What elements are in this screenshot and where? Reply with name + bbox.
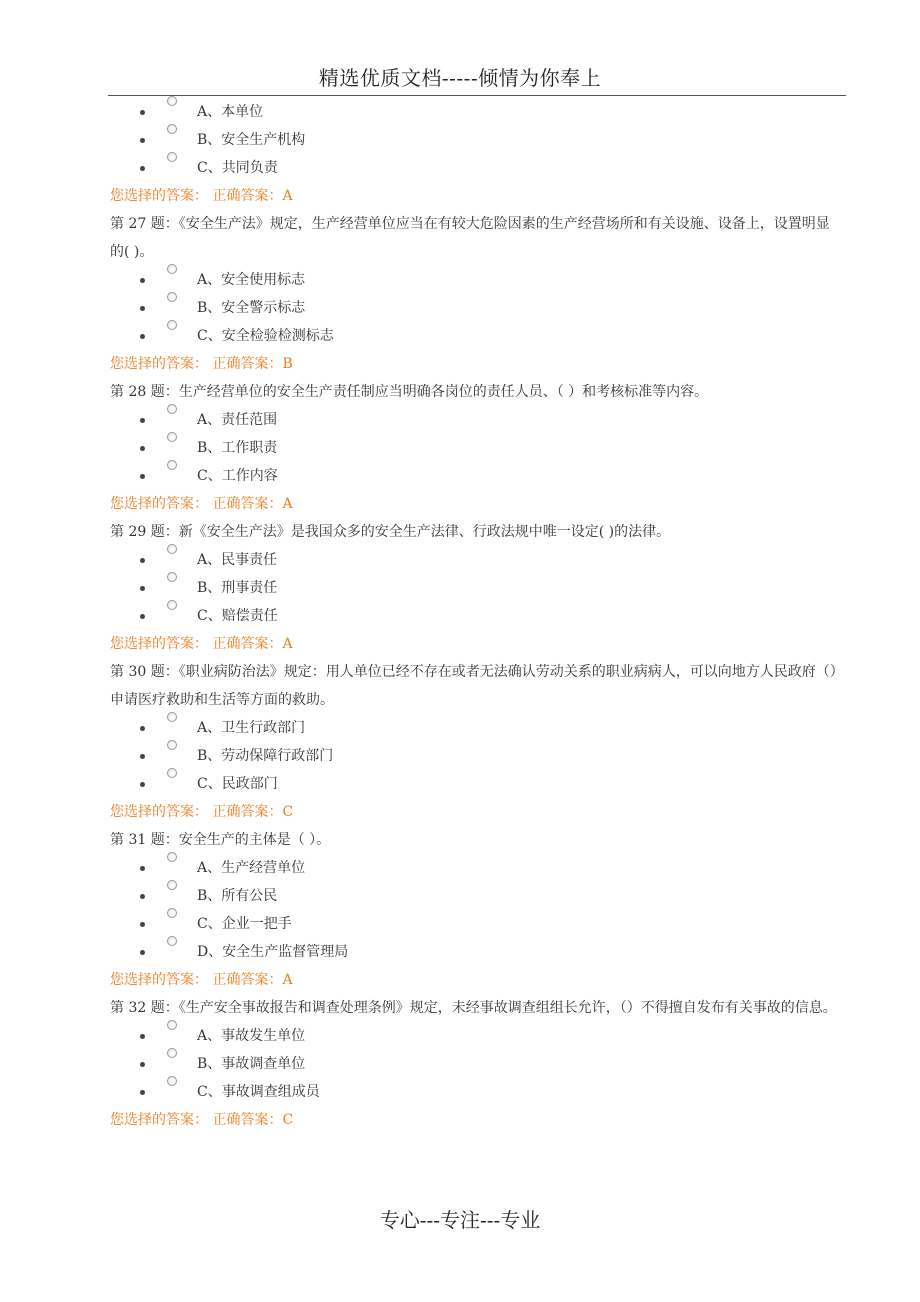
option-list [110,1022,840,1106]
option-item[interactable] [110,126,840,154]
option-item[interactable] [110,770,840,798]
answer-line [110,1106,840,1134]
radio-button[interactable] [167,572,177,582]
radio-button[interactable] [167,124,177,134]
bullet-icon [140,138,145,143]
correct-answer: 正确答案：A [212,188,293,204]
radio-button[interactable] [167,908,177,918]
option-label: A、责任范围 [197,412,278,428]
bullet-icon [140,1062,145,1067]
radio-button[interactable] [167,880,177,890]
option-list [110,546,840,630]
bullet-icon [140,166,145,171]
correct-answer: 正确答案：C [212,804,294,820]
question-text: 第 28 题：生产经营单位的安全生产责任制应当明确各岗位的责任人员、（ ）和考核标准等内容。 [110,384,709,400]
option-label: C、民政部门 [197,776,278,792]
bullet-icon [140,334,145,339]
radio-button[interactable] [167,292,177,302]
selected-answer-label: 您选择的答案： [110,188,208,204]
bullet-icon [140,278,145,283]
option-item[interactable] [110,322,840,350]
page-footer: 专心---专注---专业 [379,1208,541,1232]
bullet-icon [140,474,145,479]
radio-button[interactable] [167,460,177,470]
radio-button[interactable] [167,1020,177,1030]
question-text: 第 31 题：安全生产的主体是（ ）。 [110,832,331,848]
option-item[interactable] [110,406,840,434]
option-list [110,406,840,490]
answer-line [110,182,840,210]
correct-answer: 正确答案：B [212,356,293,372]
bullet-icon [140,558,145,563]
option-list [110,266,840,350]
answer-line [110,350,840,378]
option-item[interactable] [110,742,840,770]
option-item[interactable] [110,294,840,322]
option-label: C、赔偿责任 [197,608,278,624]
option-label: B、事故调查单位 [197,1056,306,1072]
option-label: B、工作职责 [197,440,278,456]
option-item[interactable] [110,154,840,182]
option-item[interactable] [110,98,840,126]
answer-line [110,490,840,518]
bullet-icon [140,586,145,591]
option-item[interactable] [110,938,840,966]
bullet-icon [140,110,145,115]
option-label: D、安全生产监督管理局 [197,944,349,960]
question-text: 第 29 题：新《安全生产法》是我国众多的安全生产法律、行政法规中唯一设定( )的法律。 [110,524,671,540]
radio-button[interactable] [167,600,177,610]
option-item[interactable] [110,910,840,938]
option-item[interactable] [110,546,840,574]
bullet-icon [140,866,145,871]
option-label: A、安全使用标志 [197,272,306,288]
question-text: 第 32 题：《生产安全事故报告和调查处理条例》规定，未经事故调查组组长允许，（）不得擅自发布有关事故的信息。 [110,1000,837,1016]
question-text: 第 27 题：《安全生产法》规定，生产经营单位应当在有较大危险因素的生产经营场所和有关设施、设备上，设置明显的( )。 [110,216,830,260]
bullet-icon [140,1034,145,1039]
bullet-icon [140,446,145,451]
radio-button[interactable] [167,404,177,414]
question-text: 第 30 题：《职业病防治法》规定：用人单位已经不存在或者无法确认劳动关系的职业病病人，可以向地方人民政府（）申请医疗救助和生活等方面的救助。 [110,664,837,708]
bullet-icon [140,1090,145,1095]
correct-answer: 正确答案：A [212,496,293,512]
selected-answer-label: 您选择的答案： [110,804,208,820]
option-label: B、安全警示标志 [197,300,306,316]
bullet-icon [140,754,145,759]
radio-button[interactable] [167,740,177,750]
radio-button[interactable] [167,320,177,330]
answer-line [110,798,840,826]
radio-button[interactable] [167,264,177,274]
radio-button[interactable] [167,544,177,554]
bullet-icon [140,614,145,619]
bullet-icon [140,950,145,955]
selected-answer-label: 您选择的答案： [110,1112,208,1128]
option-item[interactable] [110,574,840,602]
option-item[interactable] [110,1078,840,1106]
option-label: C、事故调查组成员 [197,1084,320,1100]
correct-answer: 正确答案：C [212,1112,294,1128]
question-list [110,98,840,1134]
radio-button[interactable] [167,712,177,722]
option-label: A、本单位 [197,104,264,120]
option-item[interactable] [110,882,840,910]
bullet-icon [140,306,145,311]
option-label: A、卫生行政部门 [197,720,306,736]
page-header: 精选优质文档-----倾情为你奉上 [318,66,602,90]
bullet-icon [140,894,145,899]
option-label: B、所有公民 [197,888,278,904]
option-list [110,98,840,182]
bullet-icon [140,922,145,927]
option-label: A、生产经营单位 [197,860,306,876]
selected-answer-label: 您选择的答案： [110,356,208,372]
radio-button[interactable] [167,152,177,162]
selected-answer-label: 您选择的答案： [110,636,208,652]
option-item[interactable] [110,1050,840,1078]
option-label: B、安全生产机构 [197,132,306,148]
answer-line [110,966,840,994]
radio-button[interactable] [167,852,177,862]
bullet-icon [140,418,145,423]
option-label: B、劳动保障行政部门 [197,748,334,764]
header-divider [108,95,846,96]
option-list [110,714,840,798]
bullet-icon [140,726,145,731]
option-item[interactable] [110,434,840,462]
correct-answer: 正确答案：A [212,636,293,652]
selected-answer-label: 您选择的答案： [110,496,208,512]
radio-button[interactable] [167,1076,177,1086]
bullet-icon [140,782,145,787]
option-item[interactable] [110,854,840,882]
option-item[interactable] [110,602,840,630]
option-label: A、事故发生单位 [197,1028,306,1044]
option-item[interactable] [110,462,840,490]
radio-button[interactable] [167,432,177,442]
option-item[interactable] [110,1022,840,1050]
option-label: C、企业一把手 [197,916,292,932]
answer-line [110,630,840,658]
option-label: C、安全检验检测标志 [197,328,334,344]
selected-answer-label: 您选择的答案： [110,972,208,988]
option-label: C、工作内容 [197,468,278,484]
option-item[interactable] [110,266,840,294]
correct-answer: 正确答案：A [212,972,293,988]
option-list [110,854,840,966]
option-label: C、共同负责 [197,160,278,176]
radio-button[interactable] [167,768,177,778]
option-item[interactable] [110,714,840,742]
option-label: B、刑事责任 [197,580,278,596]
option-label: A、民事责任 [197,552,278,568]
radio-button[interactable] [167,1048,177,1058]
radio-button[interactable] [167,936,177,946]
radio-button[interactable] [167,96,177,106]
